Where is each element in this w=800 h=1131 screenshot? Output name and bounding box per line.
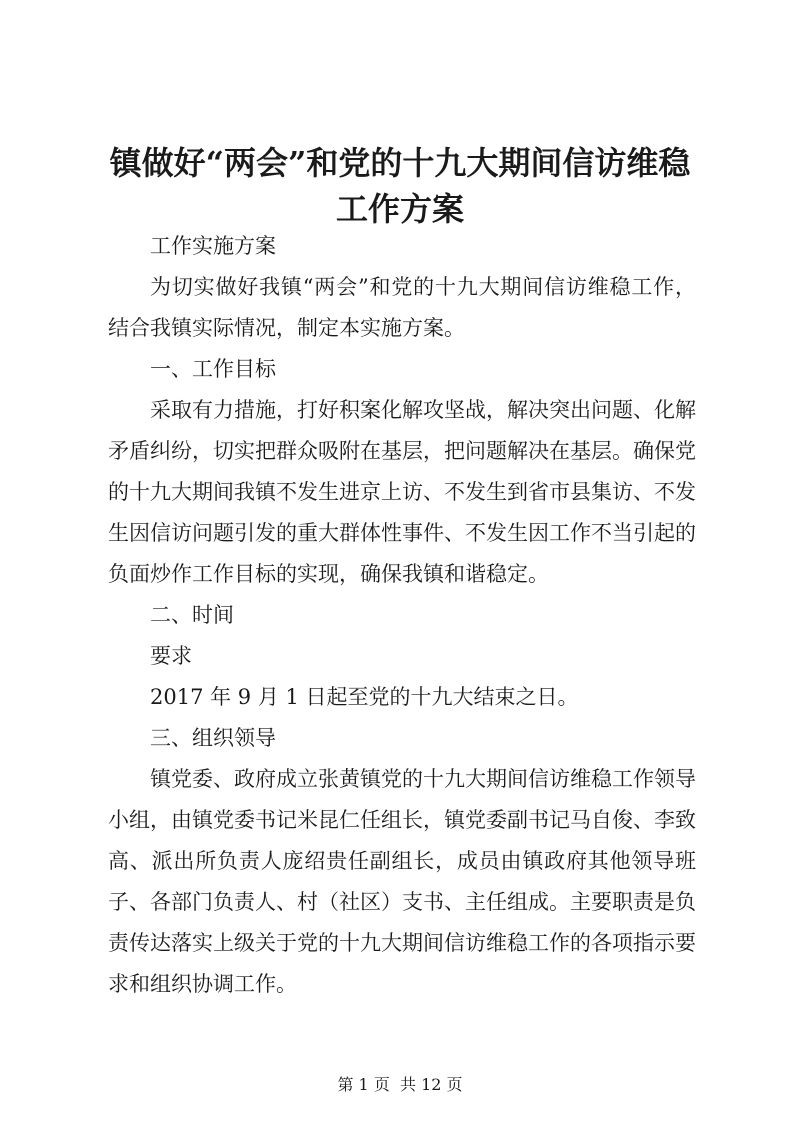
page-footer — [0, 1075, 800, 1095]
paragraph-goals: 采取有力措施，打好积案化解攻坚战，解决突出问题、化解矛盾纠纷，切实把群众吸附在基层，把问题解决在基层。确保党的十九大期间我镇不发生进京上访、不发生到省市县集访、不发生因信访问题引发的重大群体性事件、不发生因工作不当引起的负面炒作工作目标的实现，确保我镇和谐稳定。 — [108, 398, 696, 586]
paragraph-intro: 为切实做好我镇“两会”和党的十九大期间信访维稳工作，结合我镇实际情况，制定本实施方案。 — [108, 275, 696, 340]
paragraph-heading-plan: 工作实施方案 — [150, 234, 276, 258]
page-number-label: 第 1 页 共 12 页 — [337, 1075, 463, 1094]
document-title: 镇做好“两会”和党的十九大期间信访维稳工作方案 — [109, 144, 691, 228]
document-body — [108, 226, 696, 1005]
section-heading-goals: 一、工作目标 — [150, 357, 276, 381]
paragraph-time-range: 2017 年 9 月 1 日起至党的十九大结束之日。 — [150, 685, 579, 709]
paragraph-organization: 镇党委、政府成立张黄镇党的十九大期间信访维稳工作领导小组，由镇党委书记米昆仁任组长，镇党委副书记马自俊、李致高、派出所负责人庞绍贵任副组长，成员由镇政府其他领导班子、各部门负责人、村（社区）支书、主任组成。主要职责是负责传达落实上级关于党的十九大期间信访维稳工作的各项指示要求和组织协调工作。 — [108, 767, 696, 996]
section-heading-time: 二、时间 — [150, 603, 234, 627]
paragraph-requirement-label: 要求 — [150, 644, 192, 668]
section-heading-organization: 三、组织领导 — [150, 726, 276, 750]
